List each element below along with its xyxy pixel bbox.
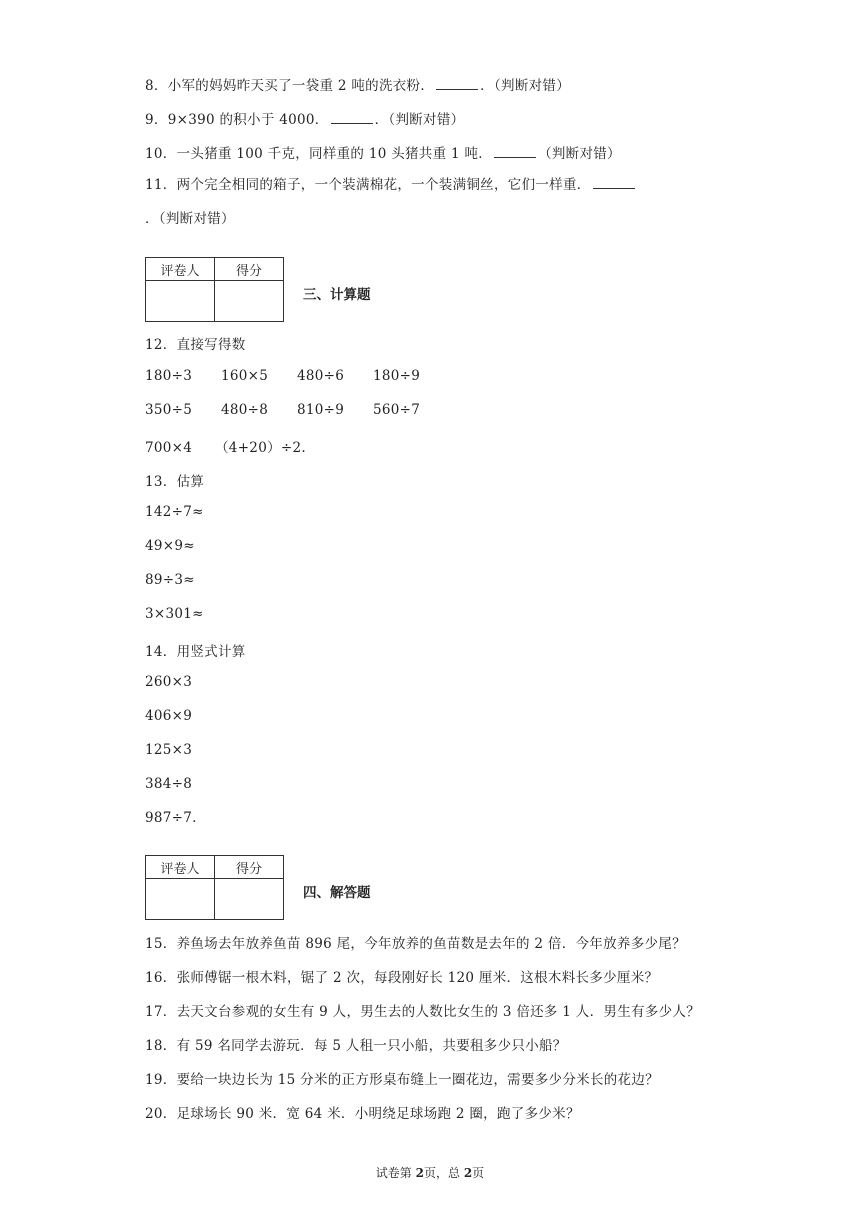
word-problem: 20．足球场长 90 米．宽 64 米．小明绕足球场跑 2 圈，跑了多少米？ (145, 1106, 580, 1122)
answer-blank[interactable] (331, 111, 373, 124)
question-10: 10．一头猪重 100 千克，同样重的 10 头猪共重 1 吨． （判断对错） (145, 146, 621, 162)
answer-blank[interactable] (436, 77, 478, 90)
word-problem: 15．养鱼场去年放养鱼苗 896 尾，今年放养的鱼苗数是去年的 2 倍．今年放养多少尾？ (145, 936, 686, 952)
score-header: 得分 (215, 856, 284, 879)
calc-row: 180÷3 160×5 480÷6 180÷9 (145, 368, 421, 384)
reviewer-header: 评卷人 (146, 258, 215, 281)
score-table (145, 257, 284, 322)
reviewer-header: 评卷人 (146, 856, 215, 879)
vertical-calc-item: 987÷7. (145, 810, 197, 826)
question-12-label: 12．直接写得数 (145, 337, 246, 353)
vertical-calc-item: 260×3 (145, 674, 193, 690)
page-number: 2 (415, 1166, 424, 1180)
vertical-calc-item: 406×9 (145, 708, 193, 724)
score-table (145, 855, 284, 920)
total-pages: 2 (463, 1166, 473, 1180)
reviewer-cell[interactable] (146, 879, 215, 920)
estimate-item: 89÷3≈ (145, 572, 195, 588)
question-14-label: 14．用竖式计算 (145, 644, 246, 660)
word-problem: 18．有 59 名同学去游玩．每 5 人租一只小船，共要租多少只小船？ (145, 1038, 567, 1054)
section-title-word-problems: 四、解答题 (303, 885, 371, 901)
word-problem: 17．去天文台参观的女生有 9 人，男生去的人数比女生的 3 倍还多 1 人．男生有多少人？ (145, 1004, 700, 1020)
score-cell[interactable] (215, 281, 284, 322)
question-9: 9．9×390 的积小于 4000． ．（判断对错） (145, 112, 465, 128)
reviewer-cell[interactable] (146, 281, 215, 322)
section-title-calculation: 三、计算题 (303, 287, 371, 303)
calc-row: 700×4 （4+20）÷2. (145, 440, 306, 456)
answer-blank[interactable] (593, 176, 635, 189)
word-problem: 19．要给一块边长为 15 分米的正方形桌布缝上一圈花边，需要多少分米长的花边？ (145, 1072, 659, 1088)
score-header: 得分 (215, 258, 284, 281)
answer-blank[interactable] (494, 145, 536, 158)
estimate-item: 142÷7≈ (145, 504, 204, 520)
question-13-label: 13．估算 (145, 474, 205, 490)
estimate-item: 3×301≈ (145, 606, 204, 622)
question-8: 8．小军的妈妈昨天买了一袋重 2 吨的洗衣粉． ．（判断对错） (145, 78, 571, 94)
question-11: 11．两个完全相同的箱子，一个装满棉花，一个装满铜丝，它们一样重．．（判断对错） (145, 168, 725, 236)
vertical-calc-item: 125×3 (145, 742, 193, 758)
vertical-calc-item: 384÷8 (145, 776, 193, 792)
estimate-item: 49×9≈ (145, 538, 195, 554)
score-cell[interactable] (215, 879, 284, 920)
calc-row: 350÷5 480÷8 810÷9 560÷7 (145, 402, 421, 418)
page-footer: 试卷第 2页，总 2页 (375, 1166, 485, 1180)
word-problem: 16．张师傅锯一根木料，锯了 2 次，每段刚好长 120 厘米．这根木料长多少厘米？ (145, 970, 659, 986)
